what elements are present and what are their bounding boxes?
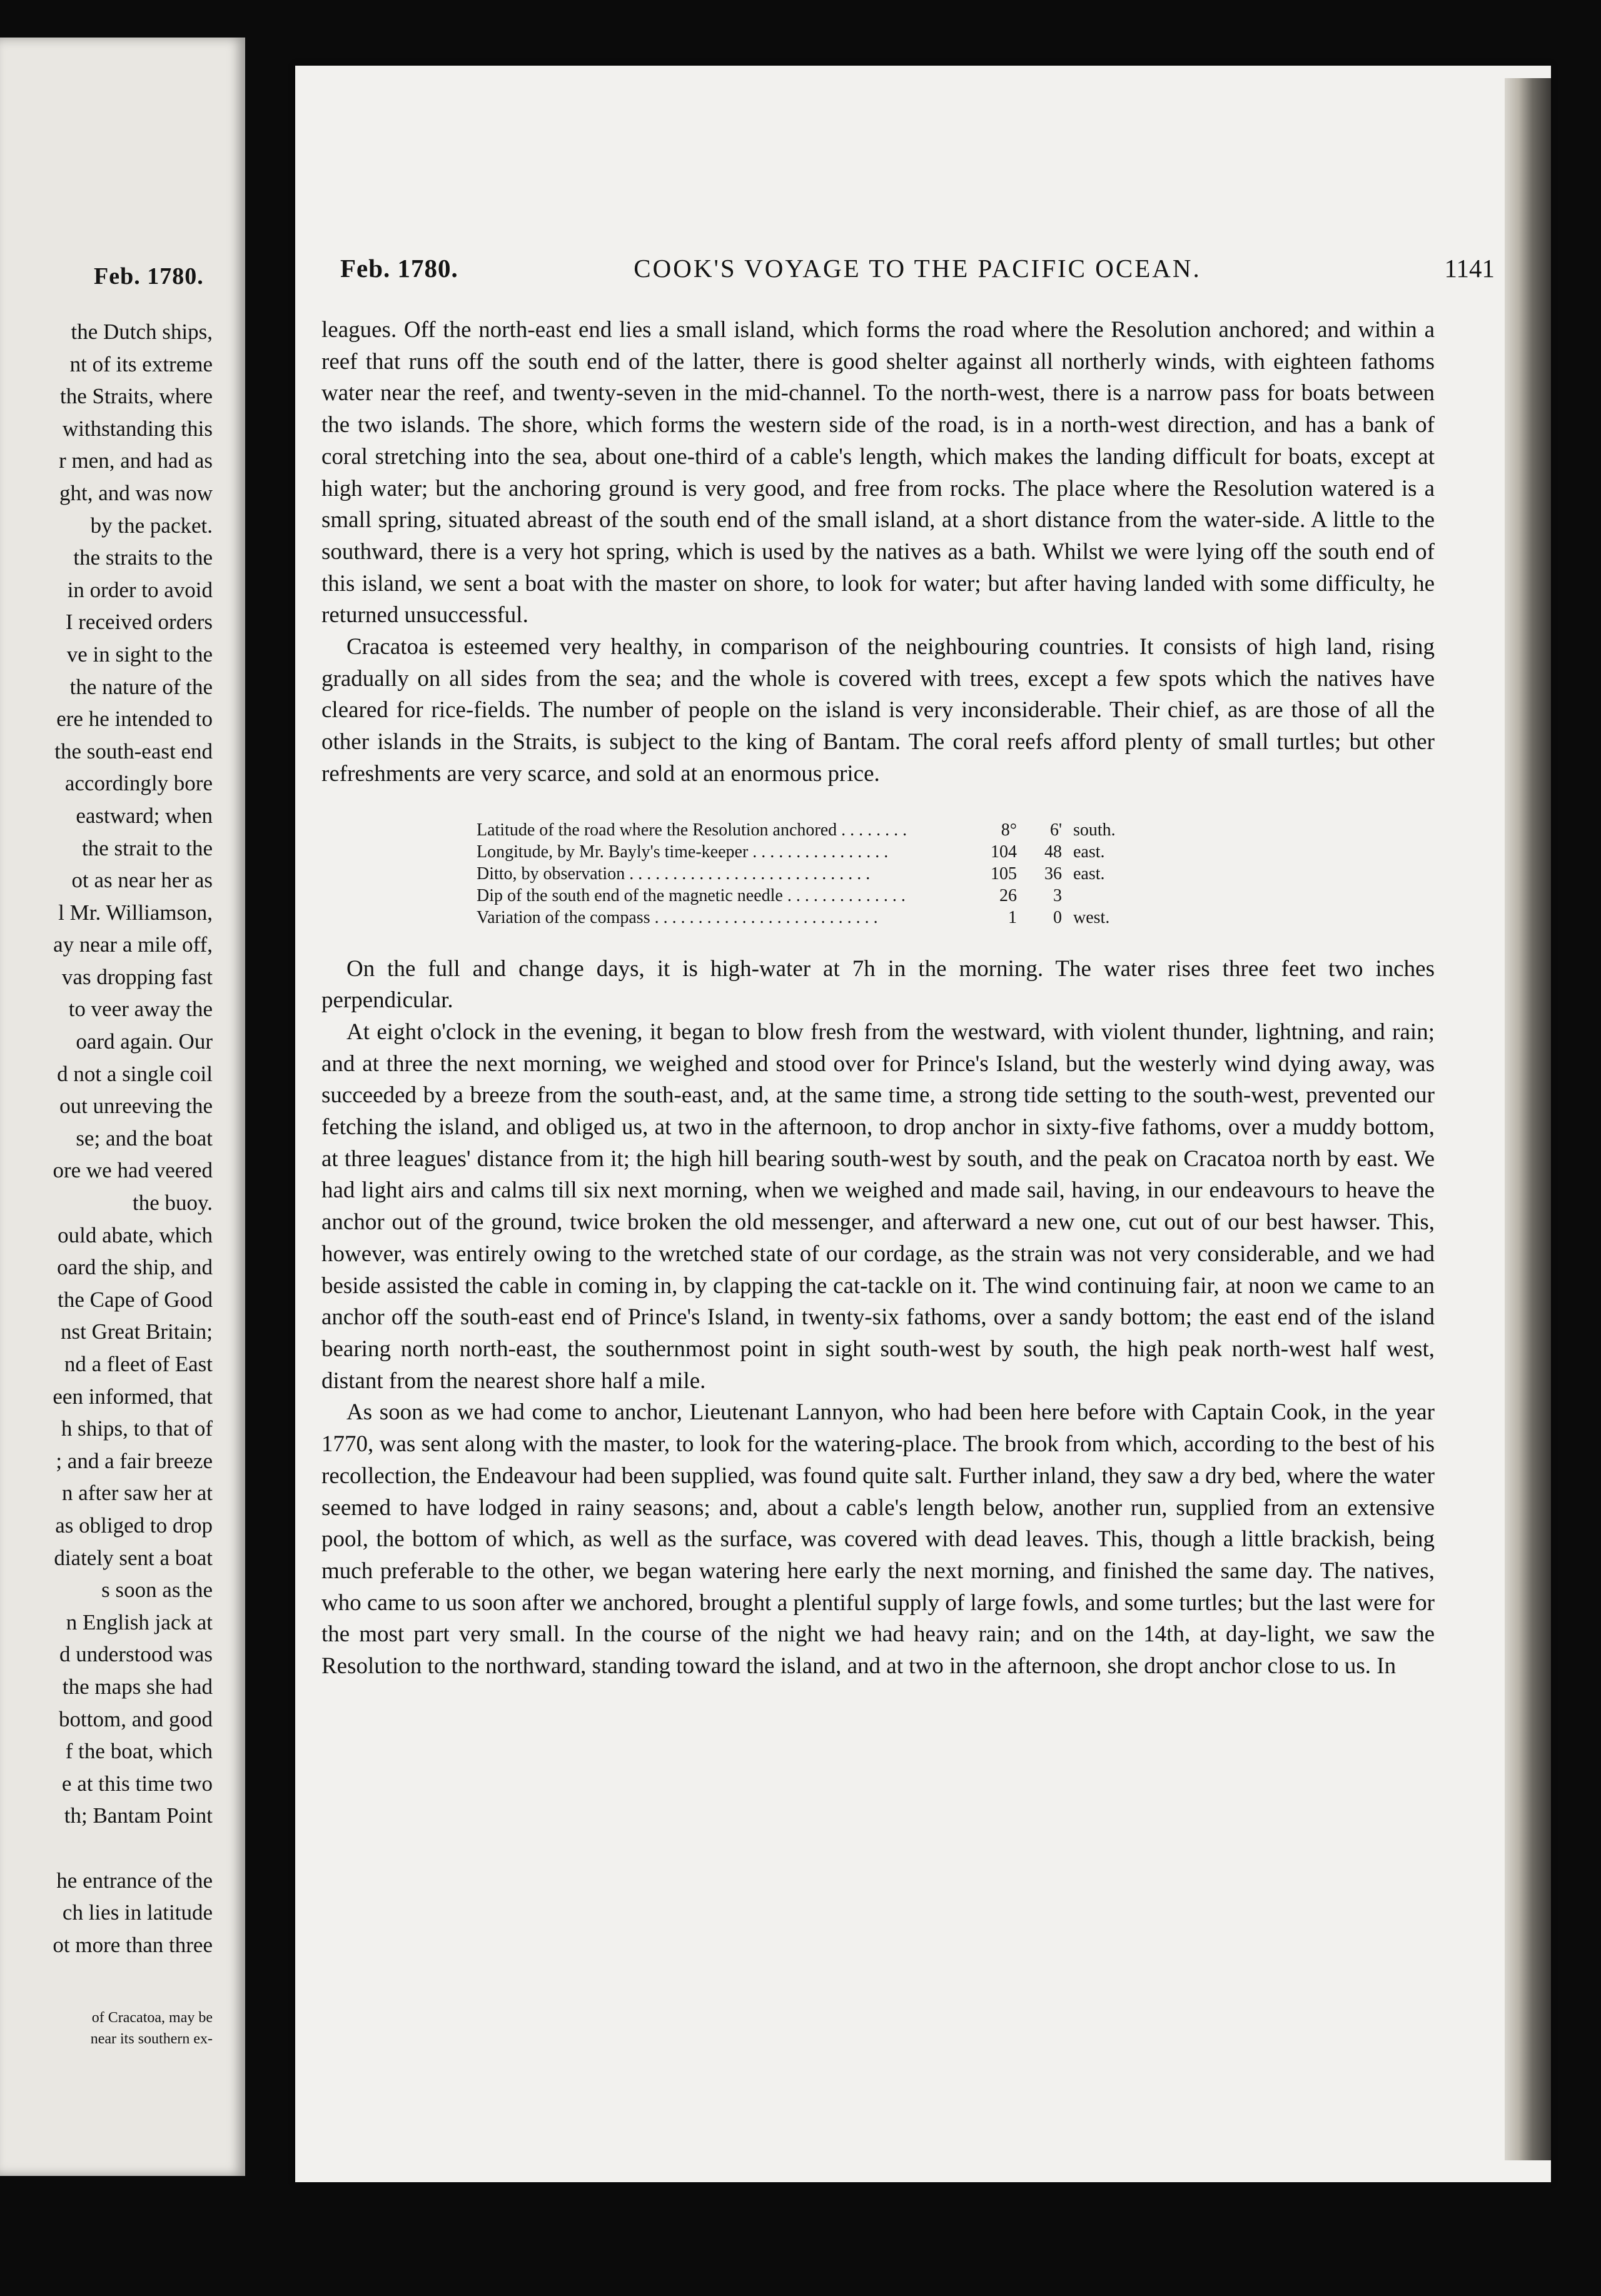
left-page-line: ch lies in latitude <box>62 1900 213 1925</box>
table-direction <box>1062 885 1073 907</box>
table-label: Ditto, by observation . . . . . . . . . . . . . . . . . . . . . . . . . . . . <box>477 864 871 884</box>
left-page-line: ore we had veered <box>53 1158 213 1183</box>
table-degrees: 1 <box>1008 907 1017 927</box>
left-page-line: the straits to the <box>73 545 213 570</box>
left-page-line: n after saw her at <box>62 1481 213 1506</box>
left-page-line: the south-east end <box>54 738 213 763</box>
left-page-line: f the boat, which <box>65 1739 213 1764</box>
left-page-line: n English jack at <box>66 1609 213 1634</box>
left-page-line: eastward; when <box>76 803 213 828</box>
left-page-line: een informed, that <box>53 1384 213 1409</box>
left-page-line: the nature of the <box>69 674 213 699</box>
left-page-line: I received orders <box>65 610 213 635</box>
left-page-line: l Mr. Williamson, <box>58 900 213 925</box>
left-page-line: he entrance of the <box>56 1868 213 1893</box>
table-degrees: 8° <box>1001 820 1017 840</box>
left-page-line: the Dutch ships, <box>71 320 213 344</box>
observations-table <box>477 819 1196 929</box>
left-page-line: ot more than three <box>53 1932 213 1957</box>
table-minutes: 36 <box>1044 864 1062 884</box>
left-page-line: diately sent a boat <box>54 1545 213 1570</box>
left-page-line: out unreeving the <box>59 1094 213 1119</box>
left-page-line: s soon as the <box>101 1578 213 1603</box>
left-page-line: ould abate, which <box>58 1222 213 1247</box>
right-page <box>295 66 1551 2182</box>
left-page-line: withstanding this <box>62 416 213 441</box>
table-row <box>477 863 1196 885</box>
table-minutes: 0 <box>1053 907 1062 927</box>
table-row <box>477 907 1196 929</box>
paragraph: As soon as we had come to anchor, Lieutenant Lannyon, who had been here before with Captain Cook, in the year 1770, was sent along with the master, to look for the watering-place. The brook from which, according to the best of his recollection, the Endeavour had been supplied, was found quite salt. Further inland, they saw a dry bed, where the water seemed to have lodged in rainy seasons; and, about a cable's length below, another run, supplied from an extensive pool, the bottom of which, as well as the surface, was covered with dead leaves. This, though a little brackish, being much preferable to the other, we began watering here early the next morning, and finished the same day. The natives, who came to us soon after we anchored, brought a plentiful supply of large fowls, and some turtles; but the last were for the most part very small. In the course of the night we had heavy rain; and on the 14th, at day-light, we saw the Resolution to the northward, standing toward the island, and at two in the afternoon, she dropt anchor close to us. In <box>321 1399 1435 1679</box>
left-page-line: nt of its extreme <box>69 351 213 376</box>
left-page-line: nd a fleet of East <box>64 1352 213 1376</box>
left-page-line: ; and a fair breeze <box>56 1448 213 1473</box>
left-page-footnote <box>91 2007 213 2050</box>
left-page-line: bottom, and good <box>59 1706 213 1731</box>
left-page-line: the strait to the <box>82 835 213 860</box>
left-page-line: to veer away the <box>68 997 213 1022</box>
left-page-line: nst Great Britain; <box>60 1319 213 1344</box>
paragraph: On the full and change days, it is high-water at 7h in the morning. The water rises three feet two inches perpendicular. <box>321 955 1435 1014</box>
header-title: COOK'S VOYAGE TO THE PACIFIC OCEAN. <box>634 254 1201 283</box>
left-page-line: the buoy. <box>133 1191 213 1216</box>
left-page-line: d not a single coil <box>57 1061 213 1086</box>
table-minutes: 3 <box>1053 885 1062 905</box>
left-page-line: the Straits, where <box>60 384 213 409</box>
left-page-line: oard the ship, and <box>57 1255 213 1280</box>
left-page-line: ot as near her as <box>71 868 213 893</box>
table-direction: east. <box>1073 864 1105 884</box>
left-page-line: r men, and had as <box>59 448 213 473</box>
running-header <box>340 253 1495 291</box>
table-degrees: 26 <box>999 885 1017 905</box>
left-page-line <box>0 1832 213 1865</box>
left-page-line: h ships, to that of <box>61 1416 213 1441</box>
left-page <box>0 38 245 2176</box>
left-page-line: accordingly bore <box>64 771 213 796</box>
left-page-header: Feb. 1780. <box>94 263 204 290</box>
table-label: Dip of the south end of the magnetic needle . . . . . . . . . . . . . . <box>477 885 906 905</box>
header-date: Feb. 1780. <box>340 254 458 283</box>
table-direction: east. <box>1073 842 1105 862</box>
left-page-line: the maps she had <box>62 1674 213 1699</box>
left-page-line: d understood was <box>59 1642 213 1667</box>
table-row <box>477 819 1196 841</box>
left-page-line: as obliged to drop <box>55 1513 213 1538</box>
left-page-line: ght, and was now <box>59 480 213 505</box>
left-page-line: by the packet. <box>90 513 213 538</box>
left-page-line: vas dropping fast <box>61 964 213 989</box>
paragraph: leagues. Off the north-east end lies a small island, which forms the road where the Resolution anchored; and within a reef that runs off the south end of the latter, there is good shelter against all northerly winds, with eighteen fathoms water near the reef, and twenty-seven in the mid-channel. To the north-west, there is a narrow pass for boats between the two islands. The shore, which forms the western side of the road, is in a north-west direction, and has a bank of coral stretching into the sea, about one-third of a cable's length, which makes the landing difficult for boats, except at high water; but the anchoring ground is very good, and free from rocks. The place where the Resolution watered is a small spring, situated abreast of the south end of the small island, at a short distance from the water-side. A little to the southward, there is a very hot spring, which is used by the natives as a bath. Whilst we were lying off the south end of this island, we sent a boat with the master on shore, to look for water; but after having landed with some difficulty, he returned unsuccessful. <box>321 317 1435 628</box>
left-page-line: e at this time two <box>61 1771 213 1796</box>
table-label: Latitude of the road where the Resolution anchored . . . . . . . . <box>477 820 907 840</box>
table-row <box>477 885 1196 907</box>
table-direction: south. <box>1073 820 1116 840</box>
paragraph: At eight o'clock in the evening, it began to blow fresh from the westward, with violent thunder, lightning, and rain; and at three the next morning, we weighed and stood over for Prince's Island, but the westerly wind dying away, was succeeded by a breeze from the south-east, and, at the same time, a strong tide setting to the south-west, prevented our fetching the island, and obliged us, at two in the afternoon, to drop anchor in sixty-five fathoms, over a muddy bottom, at three leagues' distance from it; the high hill bearing south-west by south, and the peak on Cracatoa north by east. We had light airs and calms till six next morning, when we weighed and made sail, having, in our endeavours to heave the anchor out of the ground, twice broken the old messenger, and afterward a new one, cut out of our best hawser. This, however, was entirely owing to the wretched state of our cordage, as the strain was not very considerable, and we had beside assisted the cable in coming in, by clapping the cat-tackle on it. The wind continuing fair, at noon we came to an anchor off the south-east end of Prince's Island, in twenty-six fathoms, over a sandy bottom; the east end of the island bearing north north-east, the southernmost point in sight south-west by south, the high peak north-west half west, distant from the nearest shore half a mile. <box>321 1019 1435 1394</box>
paragraph: Cracatoa is esteemed very healthy, in comparison of the neighbouring countries. It consists of high land, rising gradually on all sides from the sea; and the whole is covered with trees, except a few spots which the natives have cleared for rice-fields. The number of people on the island is very inconsiderable. Their chief, as are those of all the other islands in the Straits, is subject to the king of Bantam. The coral reefs afford plenty of small turtles; but other refreshments are very scarce, and sold at an enormous price. <box>321 634 1435 787</box>
table-degrees: 105 <box>991 864 1017 884</box>
table-label: Variation of the compass . . . . . . . . . . . . . . . . . . . . . . . . . . <box>477 907 878 927</box>
left-page-line: ve in sight to the <box>66 642 213 667</box>
left-page-line: th; Bantam Point <box>64 1803 213 1828</box>
left-page-line: se; and the boat <box>76 1125 213 1151</box>
left-page-line: ere he intended to <box>56 707 213 732</box>
left-page-line: ay near a mile off, <box>53 932 213 957</box>
page-body <box>321 315 1435 1683</box>
left-page-text <box>0 316 213 1961</box>
table-minutes: 6' <box>1049 820 1062 840</box>
table-minutes: 48 <box>1044 842 1062 862</box>
left-page-line: in order to avoid <box>67 577 213 602</box>
table-row <box>477 841 1196 863</box>
left-page-line: oard again. Our <box>76 1029 213 1054</box>
table-direction: west. <box>1073 907 1110 927</box>
table-degrees: 104 <box>991 842 1017 862</box>
left-page-line: the Cape of Good <box>58 1287 213 1312</box>
left-footnote-line: of Cracatoa, may be <box>91 2010 213 2026</box>
left-footnote-line: near its southern ex- <box>90 2031 213 2047</box>
page-edge <box>1505 78 1551 2160</box>
table-label: Longitude, by Mr. Bayly's time-keeper . . . . . . . . . . . . . . . . <box>477 842 889 862</box>
page-number: 1141 <box>1444 254 1495 283</box>
